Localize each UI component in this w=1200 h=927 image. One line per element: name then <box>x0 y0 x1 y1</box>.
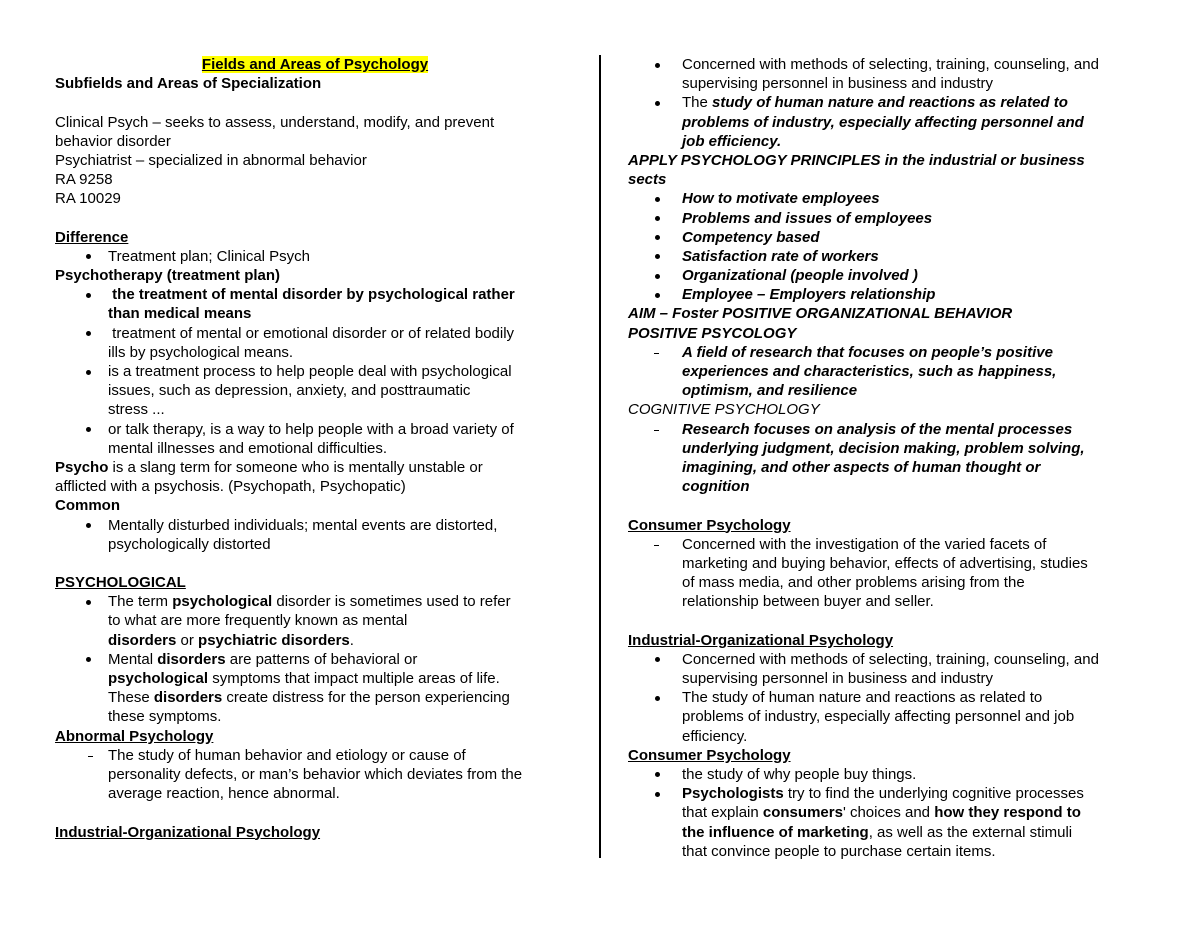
text-run: are patterns of behavioral or <box>225 650 418 668</box>
text-run: or <box>176 631 199 649</box>
item-line: Employee – Employers relationship <box>682 286 936 304</box>
item-line: personality defects, or man’s behavior which deviates from the <box>108 765 523 783</box>
text-run: These <box>108 689 154 707</box>
text-run: symptoms that impact multiple areas of life. <box>208 670 500 687</box>
bold-text-run: psychological <box>108 670 209 687</box>
section-heading-consumer-psychology: Consumer Psychology <box>628 746 791 764</box>
text-run: ' choices and <box>842 804 935 822</box>
item-line: of mass media, and other problems arising from the <box>682 574 1025 592</box>
dash-item <box>55 746 575 804</box>
blank-line <box>55 803 575 822</box>
bullet-item <box>628 247 1153 266</box>
intro-line: RA 9258 <box>55 171 113 189</box>
bullet-item <box>628 228 1153 247</box>
text-run: The term <box>108 593 173 611</box>
document-subtitle: Subfields and Areas of Specialization <box>55 75 322 93</box>
section-heading-common: Common <box>55 497 120 515</box>
item-line: psychologically distorted <box>108 535 271 553</box>
bullet-item <box>628 266 1153 285</box>
psycho-note-line <box>55 458 575 477</box>
aim-line: AIM – Foster POSITIVE ORGANIZATIONAL BEHAVIOR <box>628 305 1013 323</box>
item-line: issues, such as depression, anxiety, and posttraumatic <box>108 382 471 400</box>
item-line: Research focuses on analysis of the mental processes <box>682 420 1073 438</box>
item-line: The study of human behavior and etiology or cause of <box>108 746 466 764</box>
text-run: . <box>349 631 354 649</box>
blank-line <box>628 496 1153 515</box>
document-title-line <box>55 55 575 74</box>
item-line: A field of research that focuses on people’s positive <box>682 343 1053 361</box>
item-line: or talk therapy, is a way to help people with a broad variety of <box>108 420 514 438</box>
item-line: underlying judgment, decision making, problem solving, <box>682 439 1085 457</box>
bullet-item <box>628 189 1153 208</box>
bullet-item <box>628 650 1153 688</box>
blank-line <box>628 611 1153 630</box>
item-line: Treatment plan; Clinical Psych <box>108 247 311 265</box>
item-line: the treatment of mental disorder by psychological rather <box>108 286 515 304</box>
item-line <box>55 592 575 611</box>
item-line: Competency based <box>682 228 820 246</box>
item-line: Satisfaction rate of workers <box>682 247 879 265</box>
bold-text-run: disorders <box>108 631 177 649</box>
item-line <box>55 631 575 650</box>
dash-item <box>628 535 1153 612</box>
item-line: is a treatment process to help people deal with psychological <box>108 363 512 380</box>
column-divider <box>599 55 601 858</box>
item-line: ills by psychological means. <box>108 343 294 361</box>
bullet-item <box>55 247 575 266</box>
intro-line: behavior disorder <box>55 132 171 150</box>
item-line <box>628 823 1153 842</box>
item-line: that convince people to purchase certain items. <box>682 842 996 860</box>
item-line: experiences and characteristics, such as happiness, <box>682 363 1057 380</box>
bold-text-run: psychiatric disorders <box>198 631 350 649</box>
item-line: to what are more frequently known as mental <box>108 612 408 630</box>
bullet-item <box>55 285 575 323</box>
item-line: than medical means <box>108 305 252 323</box>
bullet-item <box>628 55 1153 93</box>
bullet-item <box>628 285 1153 304</box>
item-line <box>55 688 575 707</box>
item-line: relationship between buyer and seller. <box>682 593 934 611</box>
item-line: marketing and buying behavior, effects of advertising, studies <box>682 554 1088 572</box>
bullet-item <box>628 209 1153 228</box>
bold-text-run: disorders <box>153 689 223 707</box>
bold-text-run: consumers <box>762 804 843 822</box>
item-line: supervising personnel in business and industry <box>682 75 994 93</box>
text-run: The <box>682 94 713 112</box>
apply-principles-heading: APPLY PSYCHOLOGY PRINCIPLES in the industrial or business <box>628 151 1085 169</box>
left-column <box>55 55 575 842</box>
bold-text-run: disorders <box>157 650 226 668</box>
item-line: job efficiency. <box>682 132 782 150</box>
item-line: problems of industry, especially affecting personnel and <box>682 113 1084 131</box>
blank-line <box>55 93 575 112</box>
section-heading-positive-psychology: POSITIVE PSYCOLOGY <box>628 324 797 342</box>
apply-principles-heading: sects <box>628 171 667 189</box>
bold-text-run: the influence of marketing <box>682 823 869 841</box>
bullet-item <box>628 93 1153 151</box>
bullet-item <box>628 784 1153 861</box>
item-line: imagining, and other aspects of human thought or <box>682 458 1041 476</box>
section-heading-psychotherapy: Psychotherapy (treatment plan) <box>55 267 281 285</box>
text-run: try to find the underlying cognitive processes <box>783 785 1084 803</box>
item-line: these symptoms. <box>108 708 222 726</box>
section-heading-consumer-psychology: Consumer Psychology <box>628 516 791 534</box>
bold-text-run: Psycho <box>55 458 109 476</box>
item-line: Concerned with methods of selecting, training, counseling, and <box>682 650 1099 668</box>
item-line: cognition <box>682 478 750 496</box>
bullet-item <box>628 765 1153 784</box>
item-line <box>55 650 575 669</box>
item-line: Problems and issues of employees <box>682 209 933 227</box>
item-line: stress ... <box>108 401 165 419</box>
blank-line <box>55 209 575 228</box>
text-run: create distress for the person experiencing <box>222 689 510 707</box>
text-run: that explain <box>682 804 763 822</box>
bold-text-run: Psychologists <box>682 785 784 803</box>
text-run: is a slang term for someone who is mentally unstable or <box>108 458 483 476</box>
item-line <box>628 803 1153 822</box>
bullet-item <box>628 688 1153 746</box>
item-line: treatment of mental or emotional disorder or of related bodily <box>108 324 515 342</box>
item-line <box>628 784 1153 803</box>
item-line: problems of industry, especially affecting personnel and job <box>682 708 1075 726</box>
section-heading-industrial-organizational: Industrial-Organizational Psychology <box>55 823 321 841</box>
item-line: efficiency. <box>682 727 748 745</box>
section-heading-psychological: PSYCHOLOGICAL <box>55 574 186 592</box>
item-line: Organizational (people involved ) <box>682 267 918 285</box>
intro-line: Clinical Psych – seeks to assess, understand, modify, and prevent <box>55 113 495 131</box>
item-line <box>628 93 1153 112</box>
intro-line: Psychiatrist – specialized in abnormal behavior <box>55 151 367 169</box>
bullet-item <box>55 362 575 420</box>
section-heading-difference: Difference <box>55 228 129 246</box>
section-heading-cognitive-psychology: COGNITIVE PSYCHOLOGY <box>628 401 820 419</box>
item-line <box>55 669 575 688</box>
bold-text-run: psychological <box>172 593 273 611</box>
bullet-item <box>55 592 575 650</box>
dash-item <box>628 343 1153 401</box>
section-heading-industrial-organizational: Industrial-Organizational Psychology <box>628 631 894 649</box>
item-line: Concerned with methods of selecting, training, counseling, and <box>682 56 1099 73</box>
item-line: Concerned with the investigation of the varied facets of <box>682 535 1047 553</box>
blank-line <box>55 554 575 573</box>
section-heading-abnormal-psychology: Abnormal Psychology <box>55 727 214 745</box>
text-run: Mental <box>108 650 158 668</box>
item-line: average reaction, hence abnormal. <box>108 785 340 803</box>
bullet-item <box>55 324 575 362</box>
item-line: How to motivate employees <box>682 190 880 208</box>
bold-text-run: study of human nature and reactions as related to <box>712 94 1068 112</box>
bullet-item <box>55 650 575 727</box>
bullet-item <box>55 420 575 458</box>
item-line: Mentally disturbed individuals; mental events are distorted, <box>108 516 498 534</box>
document-title: Fields and Areas of Psychology <box>201 56 429 73</box>
intro-line: RA 10029 <box>55 190 121 208</box>
bullet-item <box>55 516 575 554</box>
item-line: supervising personnel in business and industry <box>682 670 994 687</box>
item-line: The study of human nature and reactions as related to <box>682 689 1043 707</box>
item-line: the study of why people buy things. <box>682 765 917 783</box>
text-run: , as well as the external stimuli <box>868 823 1073 841</box>
right-column <box>628 55 1153 861</box>
psycho-note-line: afflicted with a psychosis. (Psychopath, Psychopatic) <box>55 478 406 496</box>
bold-text-run: how they respond to <box>934 804 1081 822</box>
text-run: disorder is sometimes used to refer <box>272 593 511 611</box>
item-line: mental illnesses and emotional difficulties. <box>108 439 388 457</box>
dash-item <box>628 420 1153 497</box>
item-line: optimism, and resilience <box>682 382 858 400</box>
